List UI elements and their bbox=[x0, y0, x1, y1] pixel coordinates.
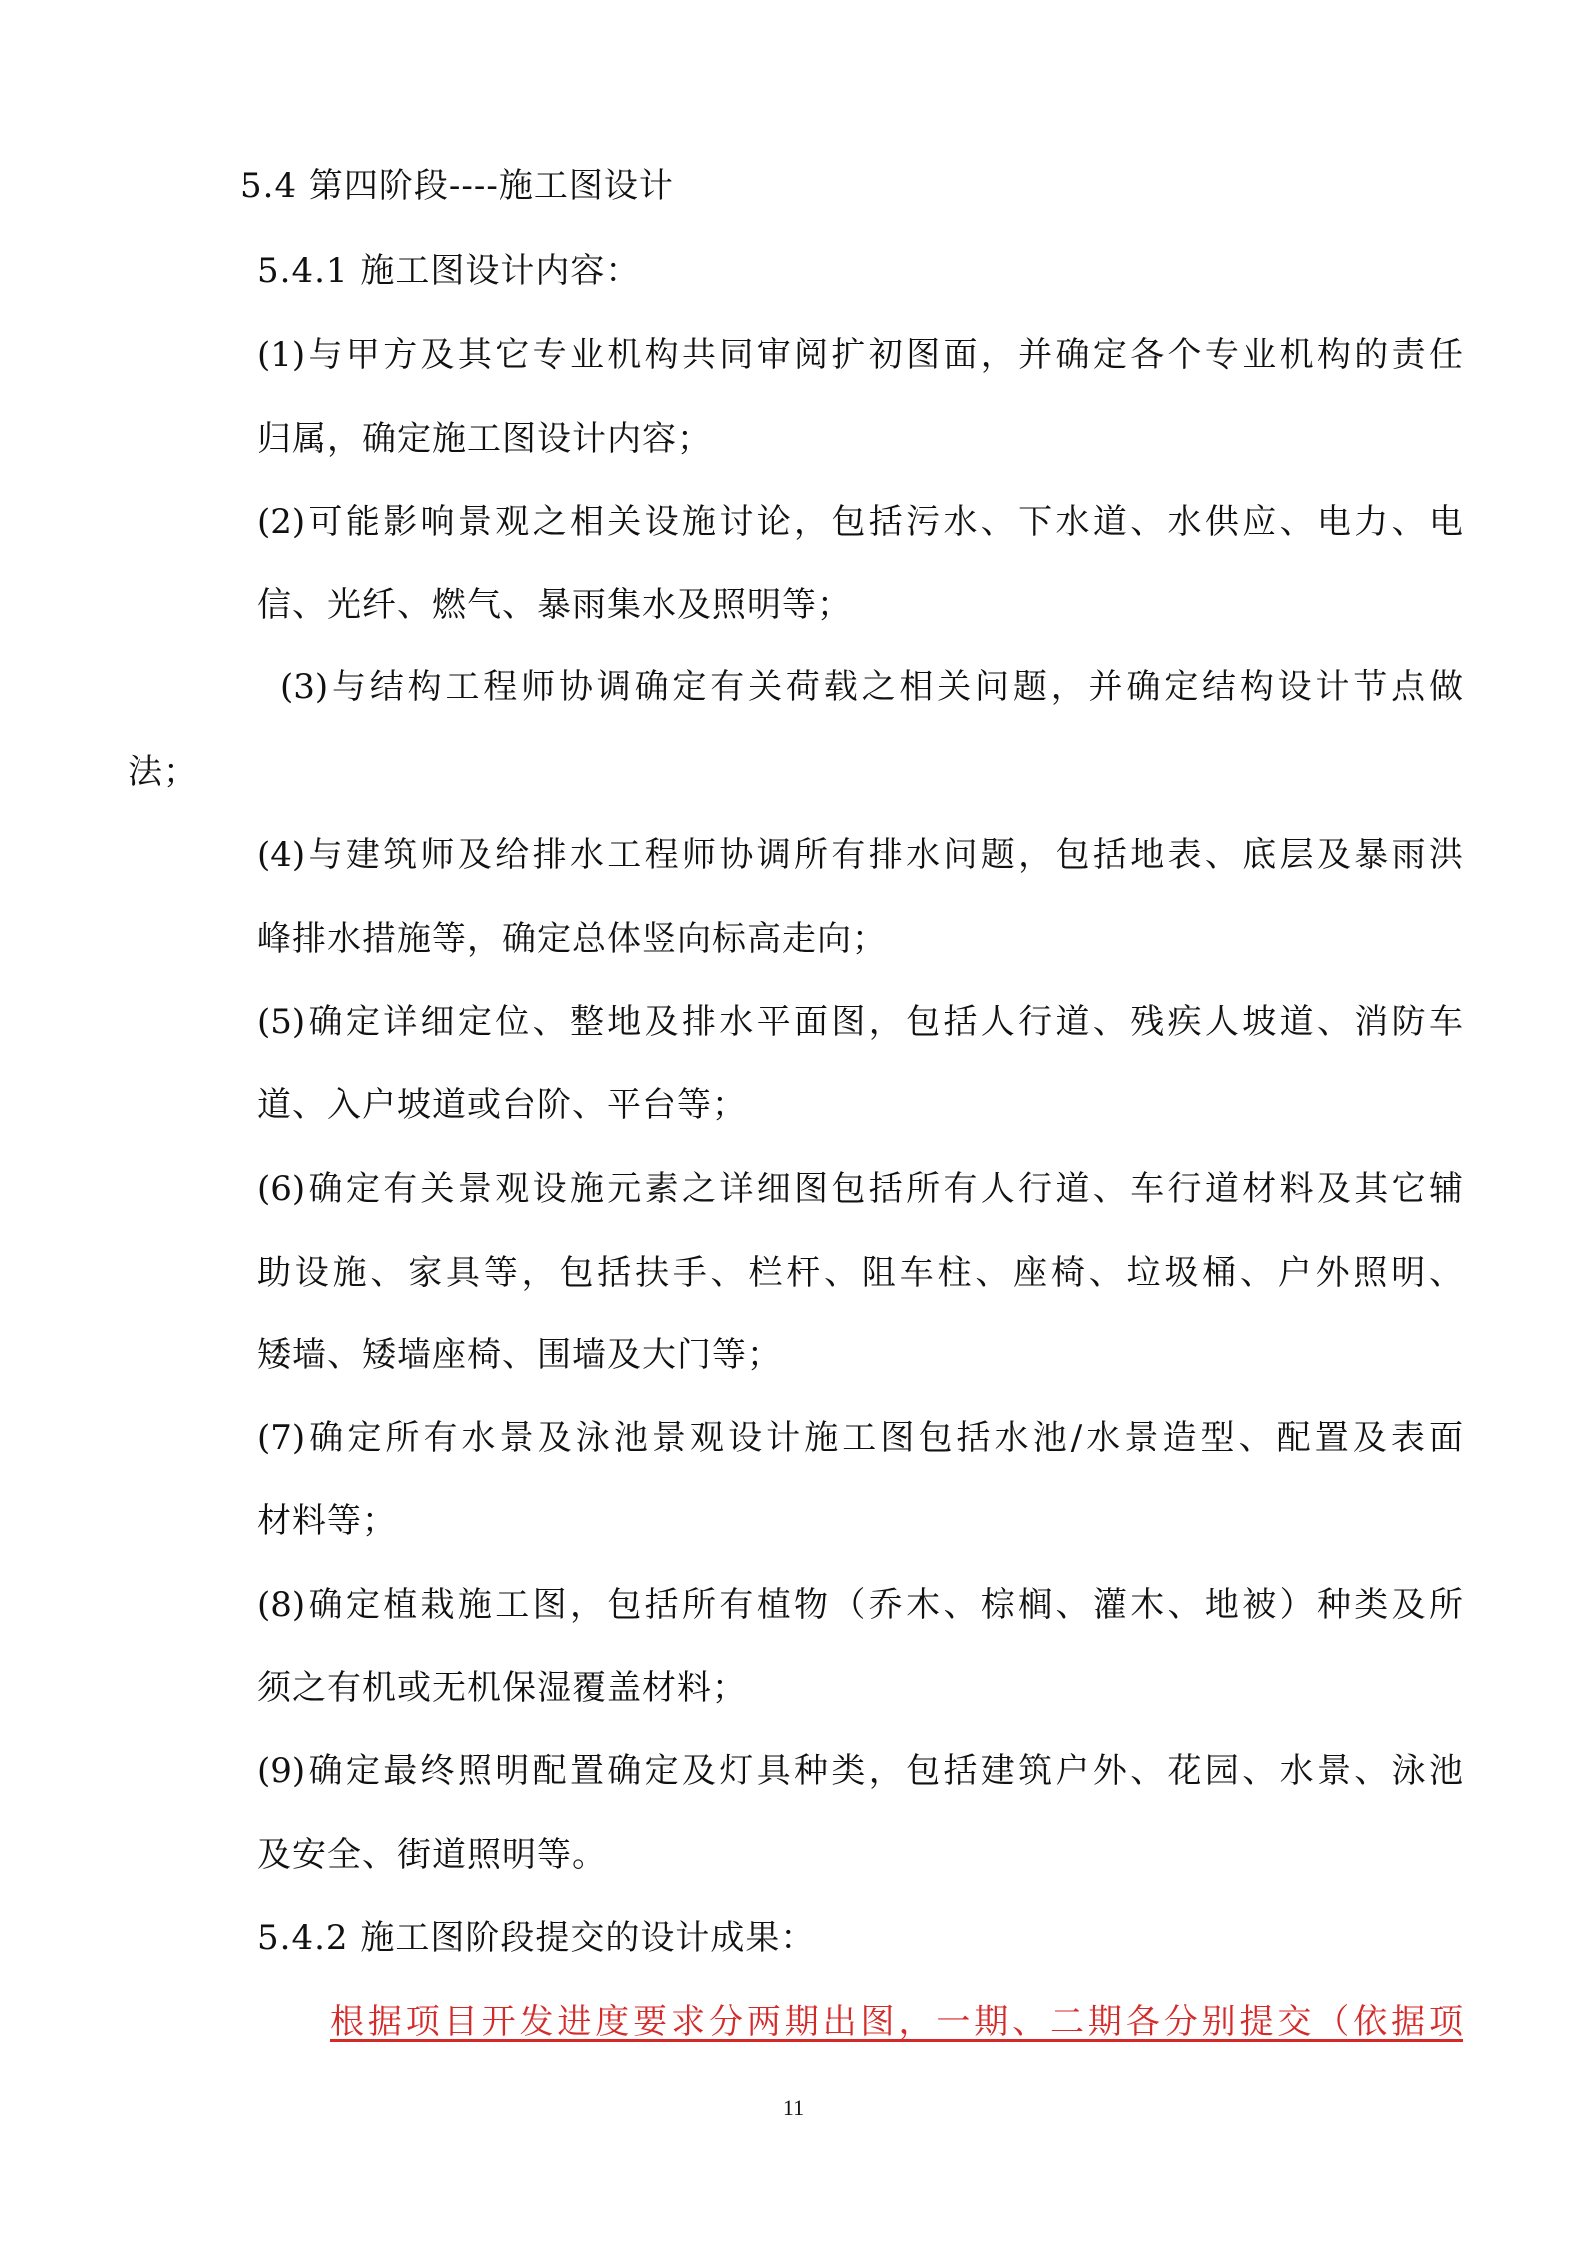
page-number: 11 bbox=[782, 2095, 805, 2120]
item-5-line-1: (5)确定详细定位、整地及排水平面图，包括人行道、残疾人坡道、消防车 bbox=[257, 1002, 1463, 1042]
item-7-line-2: 材料等； bbox=[257, 1501, 397, 1541]
item-4-line-2: 峰排水措施等，确定总体竖向标高走向； bbox=[257, 919, 887, 959]
subsection-title-5-4-2: 5.4.2 施工图阶段提交的设计成果： bbox=[257, 1918, 816, 1958]
item-9-line-2: 及安全、街道照明等。 bbox=[257, 1835, 607, 1875]
item-1-line-2: 归属，确定施工图设计内容； bbox=[257, 419, 712, 459]
item-4-line-1: (4)与建筑师及给排水工程师协调所有排水问题，包括地表、底层及暴雨洪 bbox=[257, 835, 1463, 875]
highlighted-requirement-text: 根据项目开发进度要求分两期出图，一期、二期各分别提交（依据项 bbox=[330, 2002, 1463, 2042]
item-3-line-2: 法； bbox=[128, 752, 198, 792]
item-6-line-3: 矮墙、矮墙座椅、围墙及大门等； bbox=[257, 1335, 782, 1375]
item-2-line-2: 信、光纤、燃气、暴雨集水及照明等； bbox=[257, 585, 852, 625]
item-6-line-1: (6)确定有关景观设施元素之详细图包括所有人行道、车行道材料及其它辅 bbox=[257, 1169, 1463, 1209]
item-2-line-1: (2)可能影响景观之相关设施讨论，包括污水、下水道、水供应、电力、电 bbox=[257, 502, 1463, 542]
subsection-title-5-4-1: 5.4.1 施工图设计内容： bbox=[257, 251, 641, 291]
section-title: 5.4 第四阶段----施工图设计 bbox=[240, 166, 674, 206]
item-3-line-1: (3)与结构工程师协调确定有关荷载之相关问题，并确定结构设计节点做 bbox=[280, 667, 1463, 707]
item-1-line-1: (1)与甲方及其它专业机构共同审阅扩初图面，并确定各个专业机构的责任 bbox=[257, 335, 1463, 375]
item-7-line-1: (7)确定所有水景及泳池景观设计施工图包括水池/水景造型、配置及表面 bbox=[257, 1418, 1463, 1458]
item-8-line-2: 须之有机或无机保湿覆盖材料； bbox=[257, 1668, 747, 1708]
item-5-line-2: 道、入户坡道或台阶、平台等； bbox=[257, 1085, 747, 1125]
item-9-line-1: (9)确定最终照明配置确定及灯具种类，包括建筑户外、花园、水景、泳池 bbox=[257, 1751, 1463, 1791]
item-6-line-2: 助设施、家具等，包括扶手、栏杆、阻车柱、座椅、垃圾桶、户外照明、 bbox=[257, 1253, 1463, 1293]
item-8-line-1: (8)确定植栽施工图，包括所有植物（乔木、棕榈、灌木、地被）种类及所 bbox=[257, 1585, 1463, 1625]
